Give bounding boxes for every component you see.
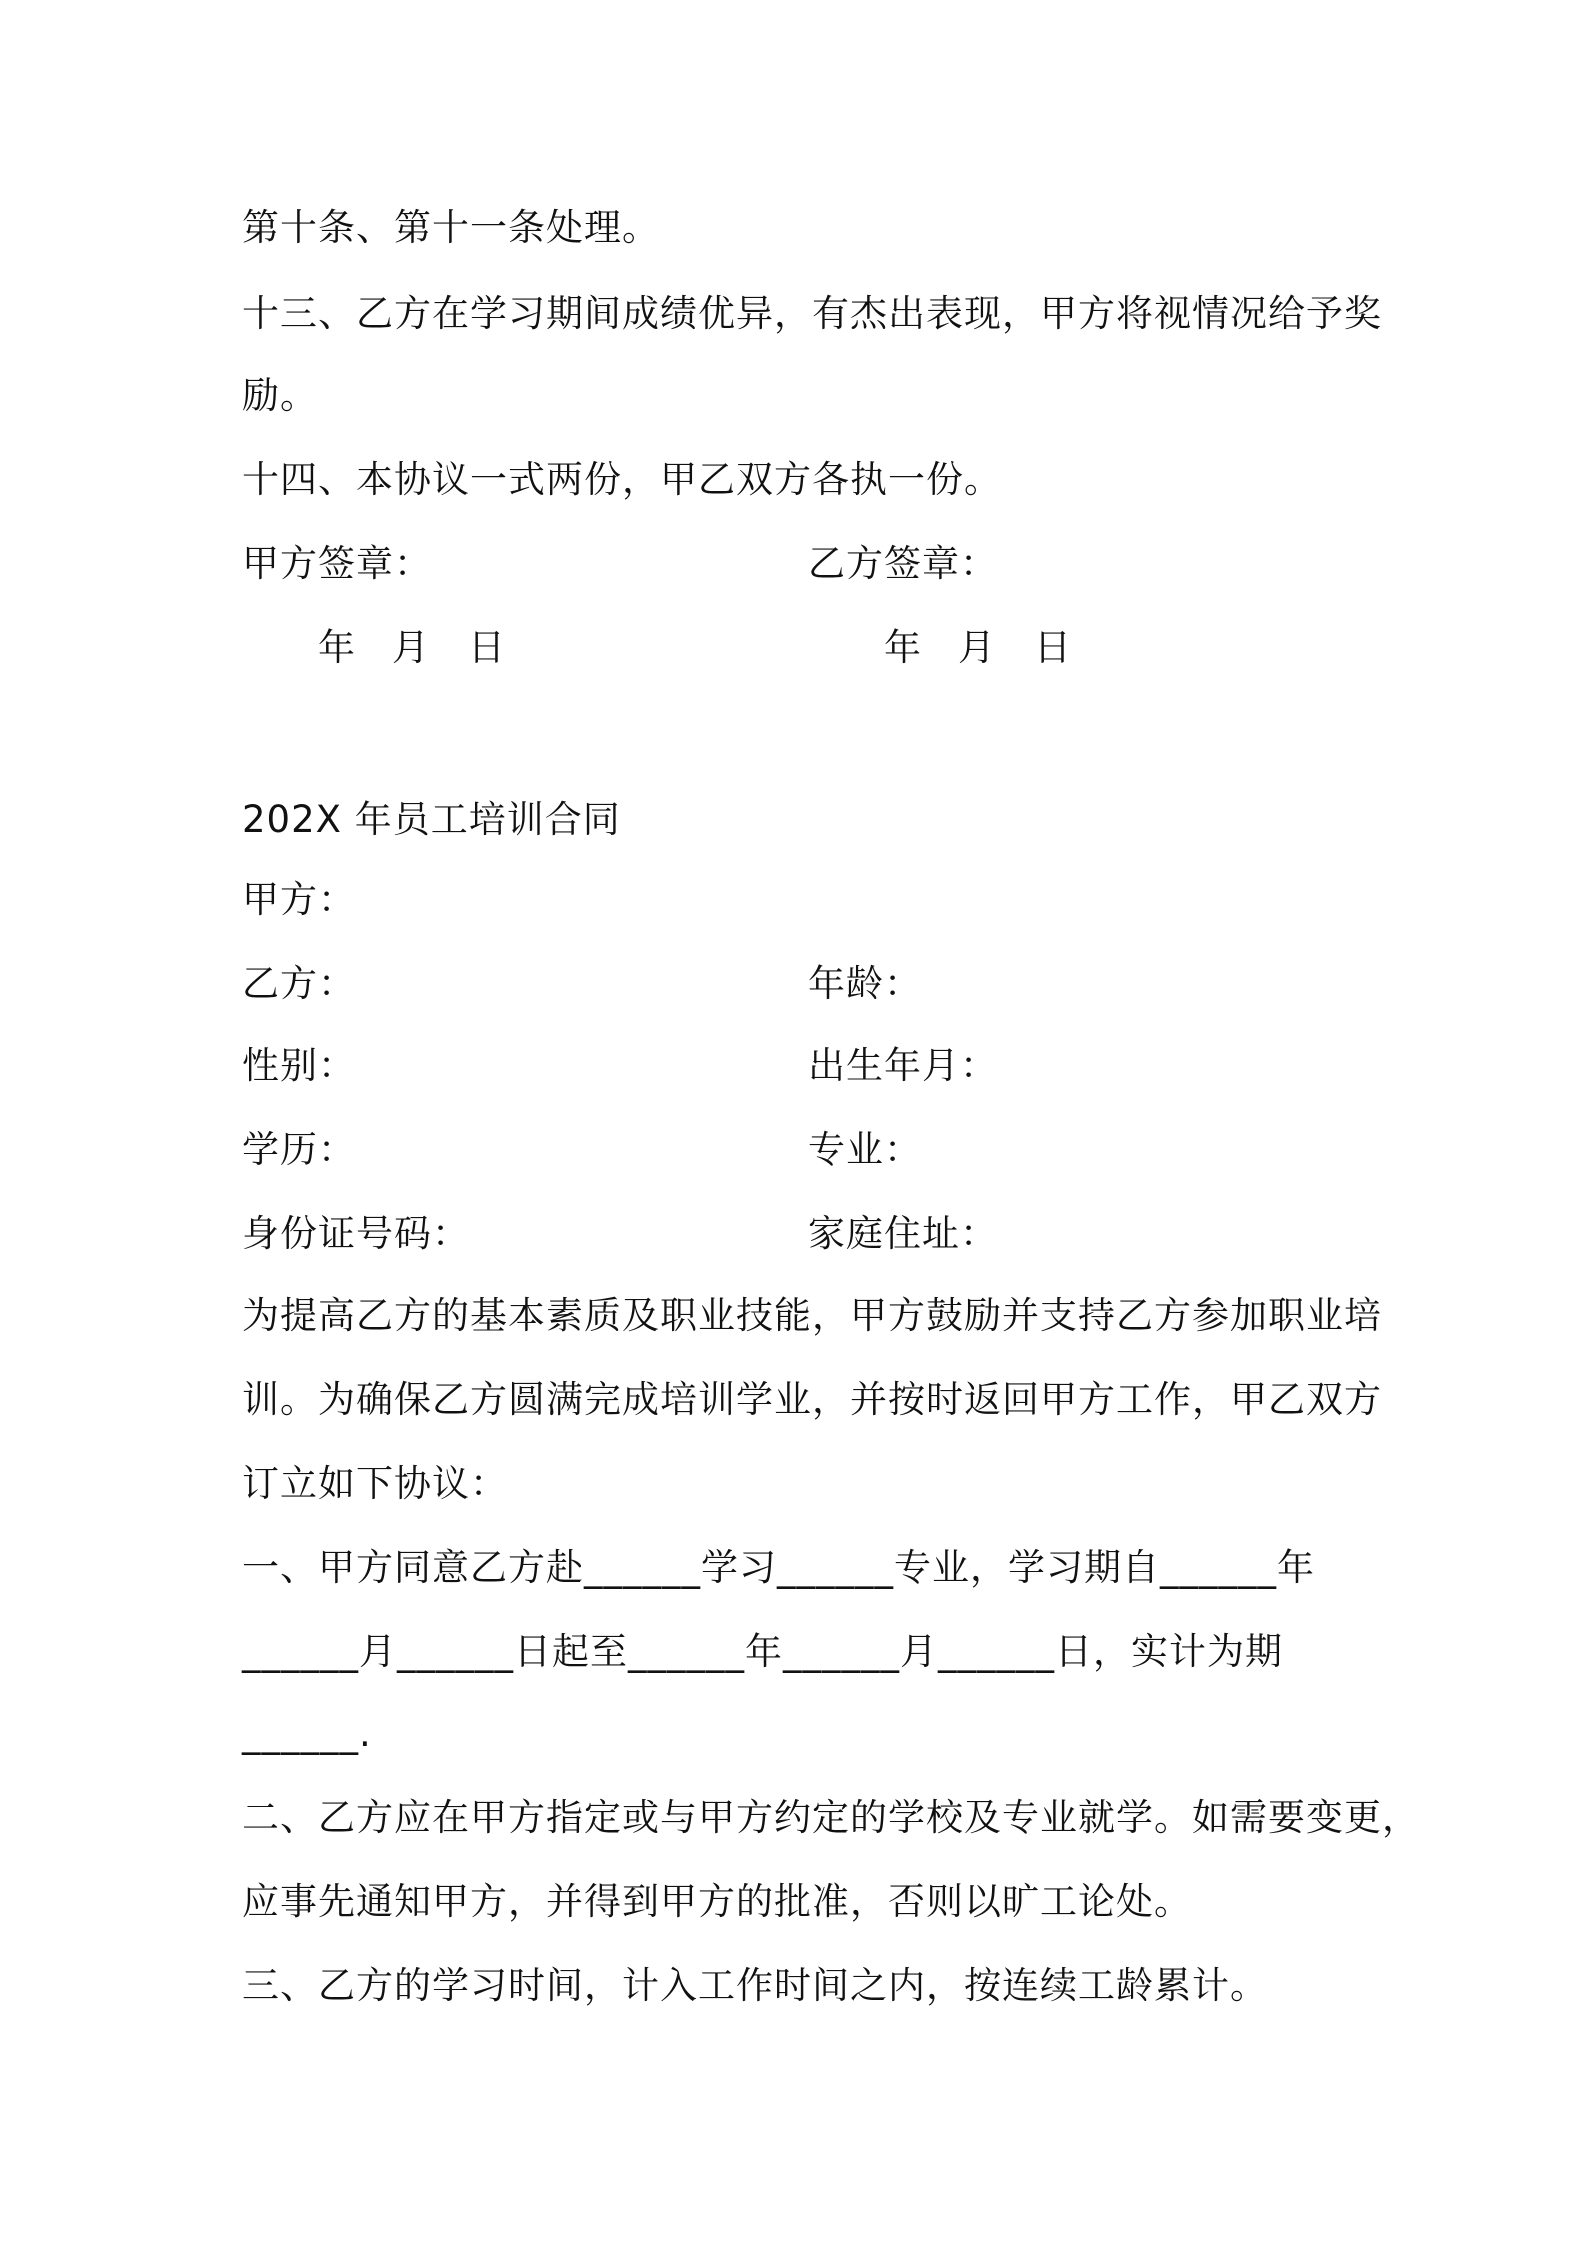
text-line: 十三、乙方在学习期间成绩优异，有杰出表现，甲方将视情况给予奖 bbox=[242, 292, 1382, 335]
date-month: 月 bbox=[958, 626, 995, 669]
contract-title: 202X 年员工培训合同 bbox=[242, 798, 621, 841]
text-line: 为提高乙方的基本素质及职业技能，甲方鼓励并支持乙方参加职业培 bbox=[242, 1294, 1382, 1337]
date-year: 年 bbox=[318, 626, 355, 669]
field-id-number: 身份证号码： bbox=[242, 1212, 470, 1255]
clause-2-line: 应事先通知甲方，并得到甲方的批准，否则以旷工论处。 bbox=[242, 1880, 1192, 1923]
field-education: 学历： bbox=[242, 1128, 356, 1171]
date-day: 日 bbox=[1034, 626, 1071, 669]
clause-3-line: 三、乙方的学习时间，计入工作时间之内，按连续工龄累计。 bbox=[242, 1964, 1268, 2007]
field-age: 年龄： bbox=[808, 962, 922, 1005]
field-home-address: 家庭住址： bbox=[808, 1212, 998, 1255]
text-line: 十四、本协议一式两份，甲乙双方各执一份。 bbox=[242, 458, 1002, 501]
field-birth-date: 出生年月： bbox=[808, 1044, 998, 1087]
date-day: 日 bbox=[468, 626, 505, 669]
text-line: 训。为确保乙方圆满完成培训学业，并按时返回甲方工作，甲乙双方 bbox=[242, 1378, 1382, 1421]
text-line: 订立如下协议： bbox=[242, 1462, 508, 1505]
field-party-a: 甲方： bbox=[242, 878, 356, 921]
field-major: 专业： bbox=[808, 1128, 922, 1171]
text-line: 励。 bbox=[242, 374, 318, 417]
signature-label-party-b: 乙方签章： bbox=[808, 542, 998, 585]
clause-1-line: ______. bbox=[242, 1712, 372, 1755]
clause-1-line: ______月______日起至______年______月______日，实计为期 bbox=[242, 1630, 1283, 1673]
signature-label-party-a: 甲方签章： bbox=[242, 542, 432, 585]
text-line: 第十条、第十一条处理。 bbox=[242, 206, 660, 249]
clause-2-line: 二、乙方应在甲方指定或与甲方约定的学校及专业就学。如需要变更， bbox=[242, 1796, 1420, 1839]
clause-1-line: 一、甲方同意乙方赴______学习______专业，学习期自______年 bbox=[242, 1546, 1315, 1589]
field-gender: 性别： bbox=[242, 1044, 356, 1087]
field-party-b: 乙方： bbox=[242, 962, 356, 1005]
date-month: 月 bbox=[392, 626, 429, 669]
date-year: 年 bbox=[884, 626, 921, 669]
